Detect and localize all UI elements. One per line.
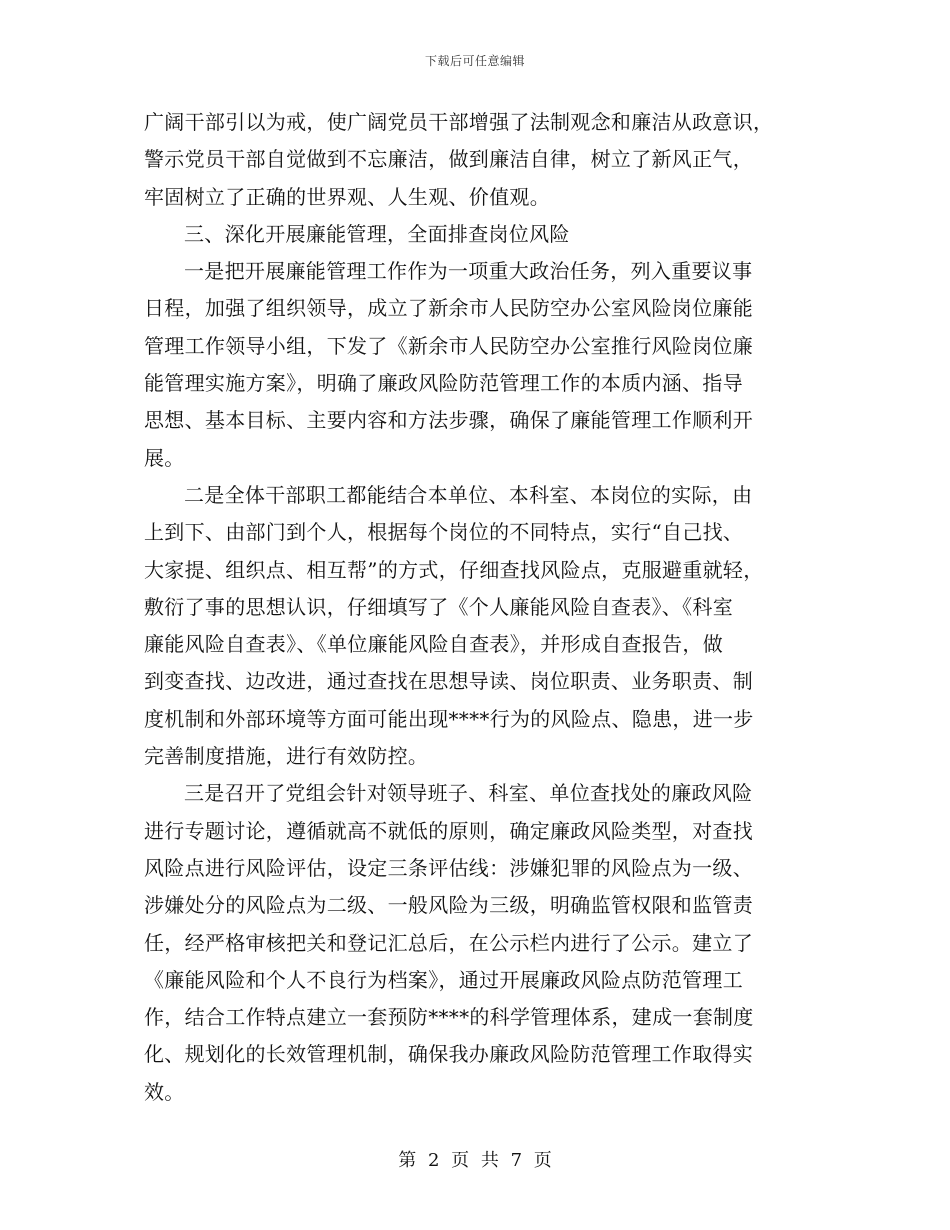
text-line: 一是把开展廉能管理工作作为一项重大政治任务，列入重要议事 [184, 259, 753, 284]
text-line: 大家提、组织点、相互帮”的方式，仔细查找风险点，克服避重就轻， [144, 557, 764, 582]
text-line: 上到下、由部门到个人，根据每个岗位的不同特点，实行“自己找、 [144, 520, 744, 545]
text-line: 日程，加强了组织领导，成立了新余市人民防空办公室风险岗位廉能 [144, 296, 753, 321]
text-line: 完善制度措施，进行有效防控。 [144, 744, 429, 769]
page-number: 第 2 页 共 7 页 [398, 1150, 552, 1171]
text-line: 化、规划化的长效管理机制，确保我办廉政风险防范管理工作取得实 [144, 1042, 753, 1067]
text-line: 效。 [144, 1079, 185, 1104]
text-line: 度机制和外部环境等方面可能出现****行为的风险点、隐患，进一步 [144, 706, 754, 731]
text-line: 二是全体干部职工都能结合本单位、本科室、本岗位的实际，由 [184, 482, 753, 507]
text-line: 到变查找、边改进，通过查找在思想导读、岗位职责、业务职责、制 [144, 669, 753, 694]
text-line: 三是召开了党组会针对领导班子、科室、单位查找处的廉政风险 [184, 781, 753, 806]
text-line: 风险点进行风险评估，设定三条评估线：涉嫌犯罪的风险点为一级、 [144, 855, 753, 880]
text-line: 牢固树立了正确的世界观、人生观、价值观。 [144, 184, 550, 209]
text-line: 三、深化开展廉能管理，全面排查岗位风险 [184, 221, 570, 246]
text-line: 敷衍了事的思想认识，仔细填写了《个人廉能风险自查表》、《科室 [144, 594, 733, 619]
text-line: 广阔干部引以为戒，使广阔党员干部增强了法制观念和廉洁从政意识， [144, 110, 774, 134]
text-line: 作，结合工作特点建立一套预防****的科学管理体系，建成一套制度 [144, 1005, 754, 1030]
text-line: 廉能风险自查表》、《单位廉能风险自查表》，并形成自查报告，做 [144, 632, 723, 657]
text-line: 能管理实施方案》，明确了廉政风险防范管理工作的本质内涵、指导 [144, 371, 743, 396]
document-body [144, 104, 814, 1111]
text-line: 管理工作领导小组，下发了《新余市人民防空办公室推行风险岗位廉 [144, 333, 753, 358]
text-line: 涉嫌处分的风险点为二级、一般风险为三级，明确监管权限和监管责 [144, 893, 753, 918]
text-line: 《廉能风险和个人不良行为档案》，通过开展廉政风险点防范管理工 [144, 967, 743, 992]
text-line: 任，经严格审核把关和登记汇总后，在公示栏内进行了公示。建立了 [144, 930, 753, 955]
text-line: 思想、基本目标、主要内容和方法步骤，确保了廉能管理工作顺利开 [144, 408, 753, 433]
text-line: 警示党员干部自觉做到不忘廉洁，做到廉洁自律，树立了新风正气， [144, 147, 753, 172]
text-line: 展。 [144, 445, 185, 470]
text-line: 进行专题讨论，遵循就高不就低的原则，确定廉政风险类型，对查找 [144, 818, 753, 843]
page-header-note: 下载后可任意编辑 [424, 54, 525, 68]
